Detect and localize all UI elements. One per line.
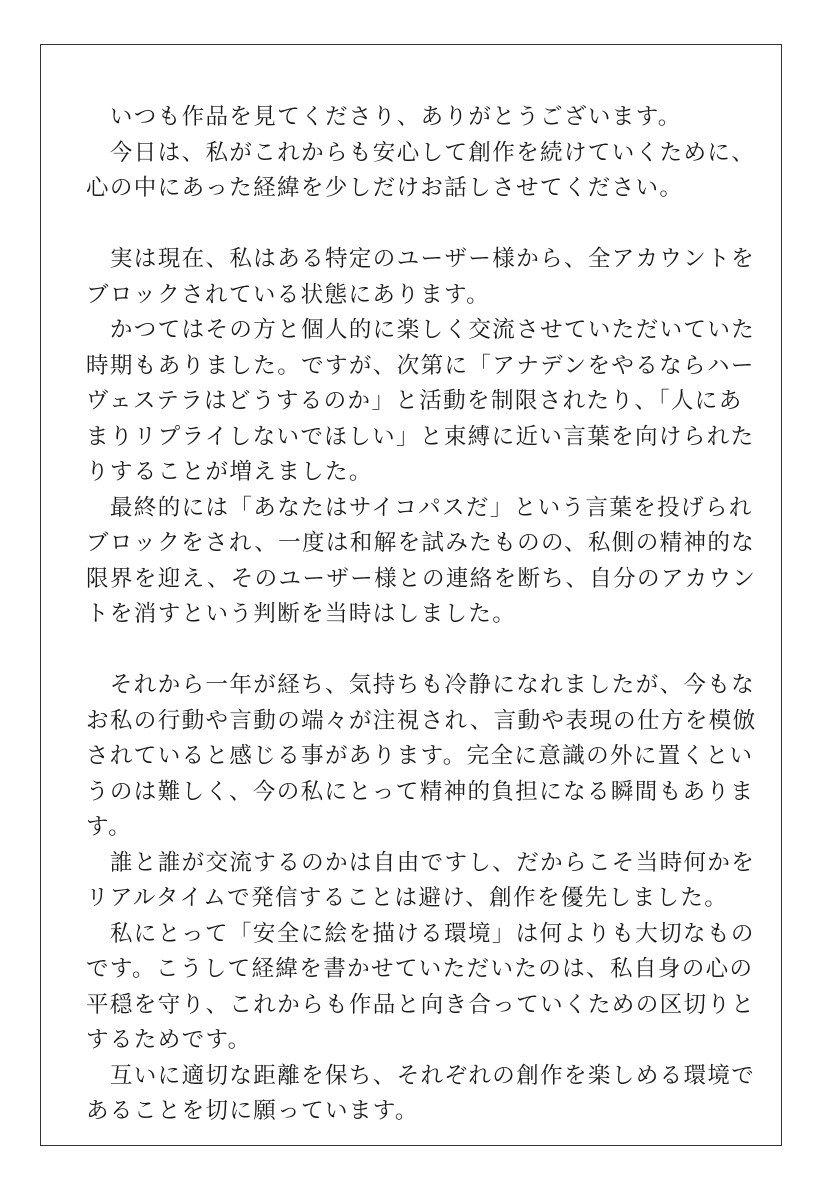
text-line: 平穏を守り、これからも作品と向き合っていくための区切りと (86, 991, 756, 1018)
text-line: 今日は、私がこれからも安心して創作を続けていくために、 (86, 139, 756, 166)
text-line: 限界を迎え、そのユーザー様との連絡を断ち、自分のアカウン (86, 565, 757, 592)
text-line: りすることが増えました。 (86, 459, 373, 485)
text-line: ヴェステラはどうするのか」と活動を制限されたり、「人にあ (86, 388, 743, 414)
text-line: まりリプライしないでほしい」と束縛に近い言葉を向けられた (86, 423, 755, 450)
text-line: 最終的には「あなたはサイコパスだ」という言葉を投げられ (86, 494, 753, 521)
text-line: 実は現在、私はある特定のユーザー様から、全アカウントを (86, 246, 755, 272)
text-line: お私の行動や言動の端々が注視され、言動や表現の仕方を模倣 (86, 707, 757, 734)
paragraph-gap (86, 633, 746, 669)
text-line: いつも作品を見てくださり、ありがとうございます。 (86, 104, 682, 130)
text-line: するためです。 (86, 1027, 252, 1053)
text-line: 私にとって「安全に絵を描ける環境」は何よりも大切なもの (86, 920, 755, 947)
text-line: 互いに適切な距離を保ち、それぞれの創作を楽しめる環境で (86, 1062, 756, 1089)
paragraph-gap (86, 207, 746, 243)
text-line: す。 (86, 814, 133, 840)
text-line: です。こうして経緯を書かせていただいたのは、私自身の心の (86, 956, 754, 982)
text-line: それから一年が経ち、気持ちも冷静になれましたが、今もな (86, 672, 756, 698)
text-line: トを消すという判断を当時はしました。 (86, 601, 517, 627)
text-line: ブロックされている状態にあります。 (86, 281, 491, 308)
text-line: あることを切に願っています。 (86, 1098, 419, 1124)
text-line: 誰と誰が交流するのかは自由ですし、だからこそ当時何かを (86, 849, 756, 876)
document-body (86, 100, 757, 1130)
text-line: うのは難しく、今の私にとって精神的負担になる瞬間もありま (86, 778, 755, 805)
text-line: 時期もありました。ですが、次第に「アナデンをやるならハー (86, 352, 755, 379)
text-line: かつてはその方と個人的に楽しく交流させていただいていた (86, 317, 756, 343)
text-line: 心の中にあった経緯を少しだけお話しさせてください。 (86, 175, 684, 201)
text-line: されていると感じる事があります。完全に意識の外に置くとい (86, 743, 754, 769)
text-line: リアルタイムで発信することは避け、創作を優先しました。 (86, 885, 729, 911)
text-line: ブロックをされ、一度は和解を試みたものの、私側の精神的な (86, 530, 756, 556)
